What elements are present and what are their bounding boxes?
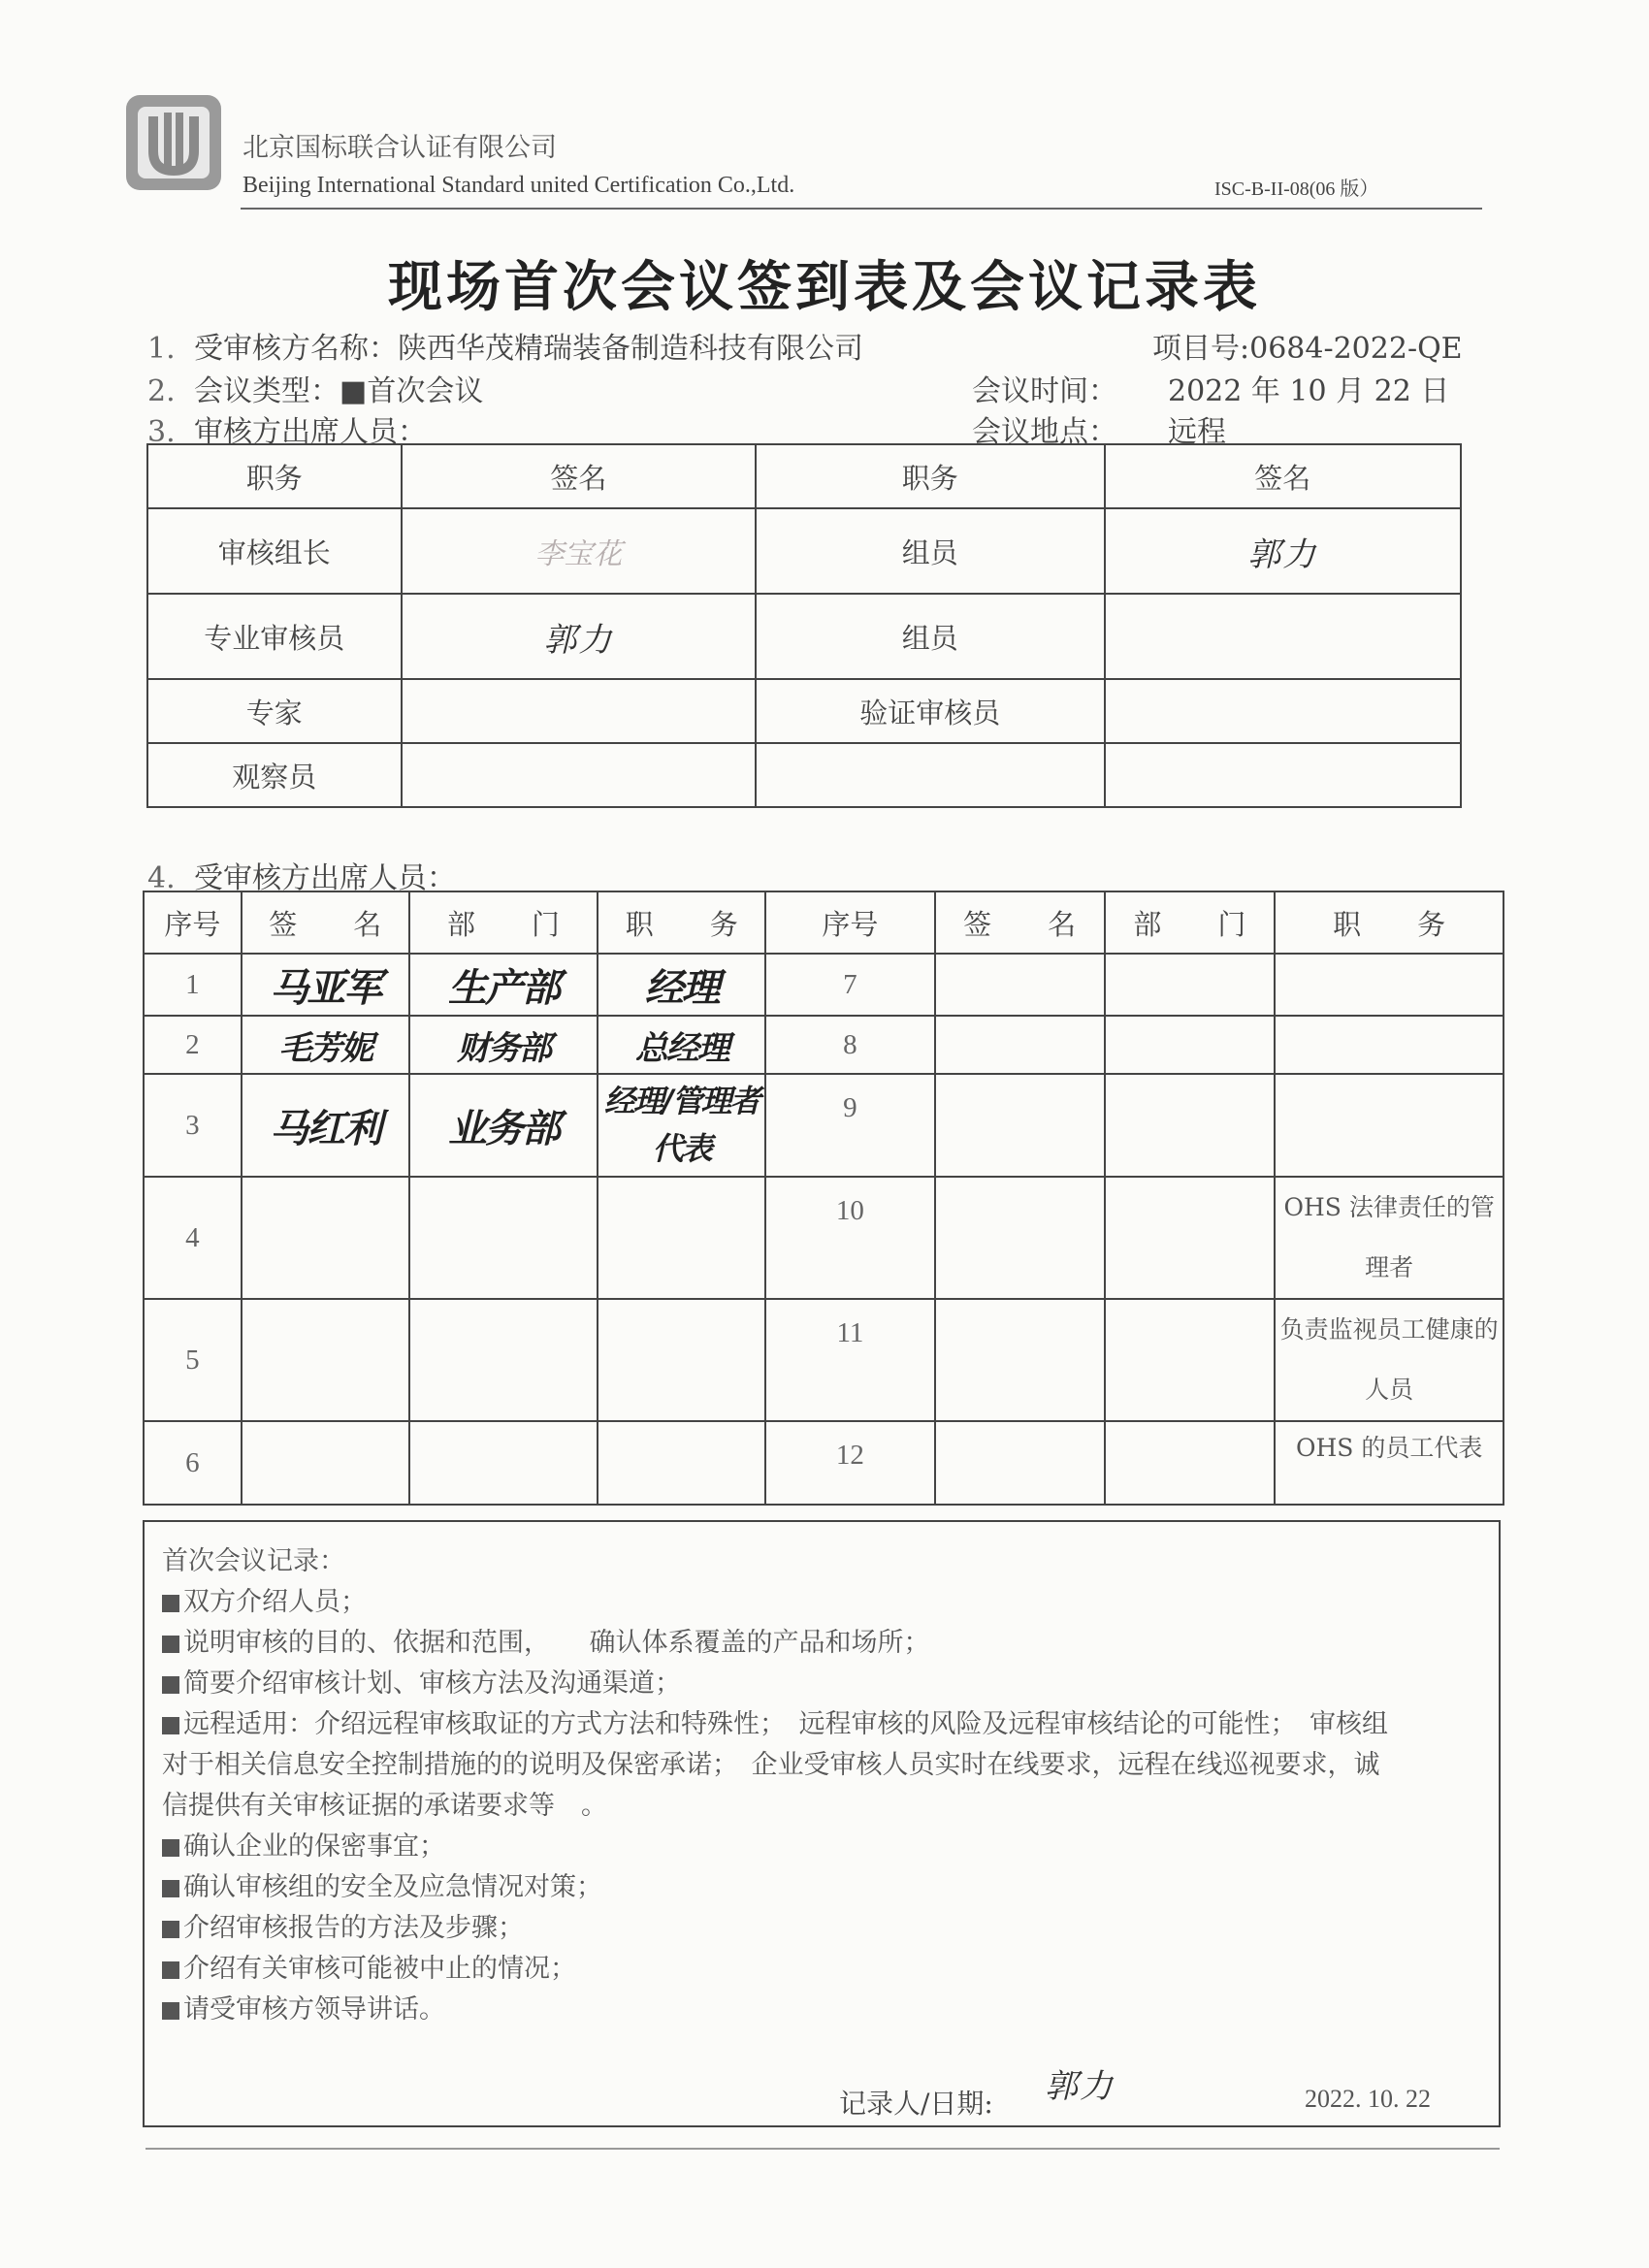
record-date: 2022. 10. 22 (1305, 2085, 1431, 2113)
department-cell (1105, 1299, 1276, 1421)
row-number: 6 (144, 1421, 242, 1505)
role-cell: 组员 (756, 594, 1104, 679)
minutes-continuation: 信提供有关审核证据的承诺要求等 。 (162, 1791, 607, 1821)
name-cell (935, 1016, 1105, 1074)
auditee-name-line: 1. 受审核方名称：陕西华茂精瑞装备制造科技有限公司 (147, 332, 863, 366)
minutes-item: 请受审核方领导讲话。 (162, 1988, 445, 2025)
minutes-item: 介绍审核报告的方法及步骤； (162, 1906, 524, 1944)
minutes-item: 确认企业的保密事宜； (162, 1825, 445, 1863)
header-department: 部 门 (409, 891, 598, 954)
header-department: 部 门 (1105, 891, 1276, 954)
signature-cell (1105, 594, 1461, 679)
table-row (144, 1016, 1504, 1074)
signature-cell (402, 679, 756, 743)
table-row (144, 1299, 1504, 1421)
header-name: 签 名 (935, 891, 1105, 954)
minutes-item: 简要介绍审核计划、审核方法及沟通渠道； (162, 1662, 681, 1700)
handwritten-name: 马红利 (270, 1106, 381, 1151)
row-number: 3 (144, 1074, 242, 1177)
minutes-item: 远程适用：介绍远程审核取证的方式方法和特殊性； 远程审核的风险及远程审核结论的可能性； 审核组 (162, 1702, 1388, 1740)
position-cell: 负责监视员工健康的人员 (1275, 1299, 1504, 1421)
auditee-name: 陕西华茂精瑞装备制造科技有限公司 (398, 332, 863, 366)
position-cell: OHS 的员工代表 (1275, 1421, 1504, 1505)
page-title: 现场首次会议签到表及会议记录表 (388, 256, 1261, 319)
position-cell (598, 1074, 765, 1177)
department-cell (409, 954, 598, 1016)
row-number: 7 (765, 954, 935, 1016)
department-cell (409, 1074, 598, 1177)
table-row (144, 1421, 1504, 1505)
company-name-en: Beijing International Standard united Certification Co.,Ltd. (242, 173, 795, 198)
name-cell (242, 1299, 409, 1421)
audit-team-table (146, 443, 1462, 808)
role-cell: 验证审核员 (756, 679, 1104, 743)
header-seq: 序号 (765, 891, 935, 954)
header-divider (241, 208, 1482, 210)
handwritten-department: 生产部 (447, 965, 559, 1011)
row-number: 2 (144, 1016, 242, 1074)
meeting-type-line: 2. 会议类型：■首次会议 (147, 374, 484, 408)
header-name: 签 名 (242, 891, 409, 954)
attendees-line: 3. 审核方出席人员： (147, 415, 427, 449)
position-cell: OHS 法律责任的管理者 (1275, 1177, 1504, 1299)
role-cell: 审核组长 (147, 508, 402, 594)
handwritten-department: 业务部 (447, 1106, 559, 1151)
name-cell (935, 1074, 1105, 1177)
role-cell: 组员 (756, 508, 1104, 594)
minutes-item: 双方介绍人员； (162, 1580, 367, 1618)
bullet-square-icon (162, 1676, 179, 1694)
bullet-square-icon (162, 1880, 179, 1897)
name-cell (242, 1421, 409, 1505)
handwritten-name: 毛芳妮 (278, 1028, 372, 1068)
name-cell (242, 954, 409, 1016)
handwritten-signature: 郭力 (543, 620, 614, 660)
row-number: 1 (144, 954, 242, 1016)
row-number: 10 (765, 1177, 935, 1299)
name-cell (242, 1177, 409, 1299)
handwritten-name: 马亚军 (270, 965, 381, 1011)
row-number: 12 (765, 1421, 935, 1505)
auditee-attendees-table (143, 891, 1504, 1506)
signature-cell (402, 743, 756, 807)
meeting-time-value: 2022 年 10 月 22 日 (1168, 374, 1450, 408)
name-cell (242, 1016, 409, 1074)
department-cell (1105, 1074, 1276, 1177)
minutes-item: 确认审核组的安全及应急情况对策； (162, 1865, 602, 1903)
name-cell (242, 1074, 409, 1177)
company-name-cn: 北京国标联合认证有限公司 (242, 133, 557, 163)
bullet-square-icon (162, 1636, 179, 1653)
header-role: 职务 (756, 444, 1104, 508)
minutes-item: 介绍有关审核可能被中止的情况； (162, 1947, 576, 1985)
position-cell (598, 1016, 765, 1074)
header-position: 职 务 (1275, 891, 1504, 954)
department-cell (1105, 1177, 1276, 1299)
bullet-square-icon (162, 1839, 179, 1857)
row-number: 11 (765, 1299, 935, 1421)
department-cell (409, 1016, 598, 1074)
role-cell: 观察员 (147, 743, 402, 807)
row-number: 5 (144, 1299, 242, 1421)
name-cell (935, 1299, 1105, 1421)
signature-cell (402, 508, 756, 594)
department-cell (1105, 954, 1276, 1016)
bullet-square-icon (162, 2002, 179, 2020)
signature-cell (1105, 508, 1461, 594)
recorder-signature: 郭力 (1045, 2067, 1115, 2106)
signature-cell (402, 594, 756, 679)
auditee-attendees-label: 4. 受审核方出席人员： (147, 861, 456, 895)
department-cell (1105, 1421, 1276, 1505)
handwritten-position: 经理/管理者代表 (603, 1083, 760, 1167)
handwritten-position: 经理 (644, 965, 719, 1011)
table-row (144, 954, 1504, 1016)
meeting-minutes-box (143, 1520, 1501, 2127)
table-row (144, 1177, 1504, 1299)
meeting-time-line: 会议时间： 2022 年 10 月 22 日 (972, 374, 1450, 408)
role-cell: 专业审核员 (147, 594, 402, 679)
signature-cell (1105, 743, 1461, 807)
department-cell (1105, 1016, 1276, 1074)
meeting-type-value: ■首次会议 (340, 374, 484, 408)
handwritten-department: 财务部 (456, 1028, 550, 1068)
row-number: 8 (765, 1016, 935, 1074)
header-signature: 签名 (402, 444, 756, 508)
header-seq: 序号 (144, 891, 242, 954)
position-cell (1275, 1016, 1504, 1074)
footer-divider (146, 2148, 1500, 2150)
minutes-continuation: 对于相关信息安全控制措施的的说明及保密承诺； 企业受审核人员实时在线要求，远程在线巡视要求，诚 (162, 1750, 1380, 1780)
department-cell (409, 1299, 598, 1421)
role-cell (756, 743, 1104, 807)
header-role: 职务 (147, 444, 402, 508)
minutes-item: 说明审核的目的、依据和范围， 确认体系覆盖的产品和场所； (162, 1621, 930, 1659)
row-number: 4 (144, 1177, 242, 1299)
signature-cell (1105, 679, 1461, 743)
header-position: 职 务 (598, 891, 765, 954)
name-cell (935, 954, 1105, 1016)
bullet-square-icon (162, 1595, 179, 1612)
position-cell (1275, 1074, 1504, 1177)
department-cell (409, 1421, 598, 1505)
header-signature: 签名 (1105, 444, 1461, 508)
bullet-square-icon (162, 1921, 179, 1938)
row-number: 9 (765, 1074, 935, 1177)
handwritten-signature: 郭力 (1247, 535, 1318, 574)
handwritten-position: 总经理 (634, 1028, 728, 1068)
minutes-title: 首次会议记录： (162, 1546, 345, 1576)
department-cell (409, 1177, 598, 1299)
role-cell: 专家 (147, 679, 402, 743)
bullet-square-icon (162, 1717, 179, 1734)
meeting-place-value: 远程 (1168, 415, 1226, 449)
table-row (144, 1074, 1504, 1177)
company-logo (124, 93, 223, 192)
position-cell (598, 1177, 765, 1299)
meeting-place-line: 会议地点： 远程 (972, 415, 1226, 449)
name-cell (935, 1421, 1105, 1505)
document-code: ISC-B-II-08(06 版） (1214, 178, 1379, 200)
position-cell (598, 954, 765, 1016)
project-number: 项目号:0684-2022-QE (1152, 332, 1463, 366)
handwritten-signature: 李宝花 (534, 537, 623, 571)
position-cell (598, 1421, 765, 1505)
name-cell (935, 1177, 1105, 1299)
position-cell (598, 1299, 765, 1421)
position-cell (1275, 954, 1504, 1016)
recorder-label: 记录人/日期: (839, 2088, 993, 2120)
bullet-square-icon (162, 1961, 179, 1979)
